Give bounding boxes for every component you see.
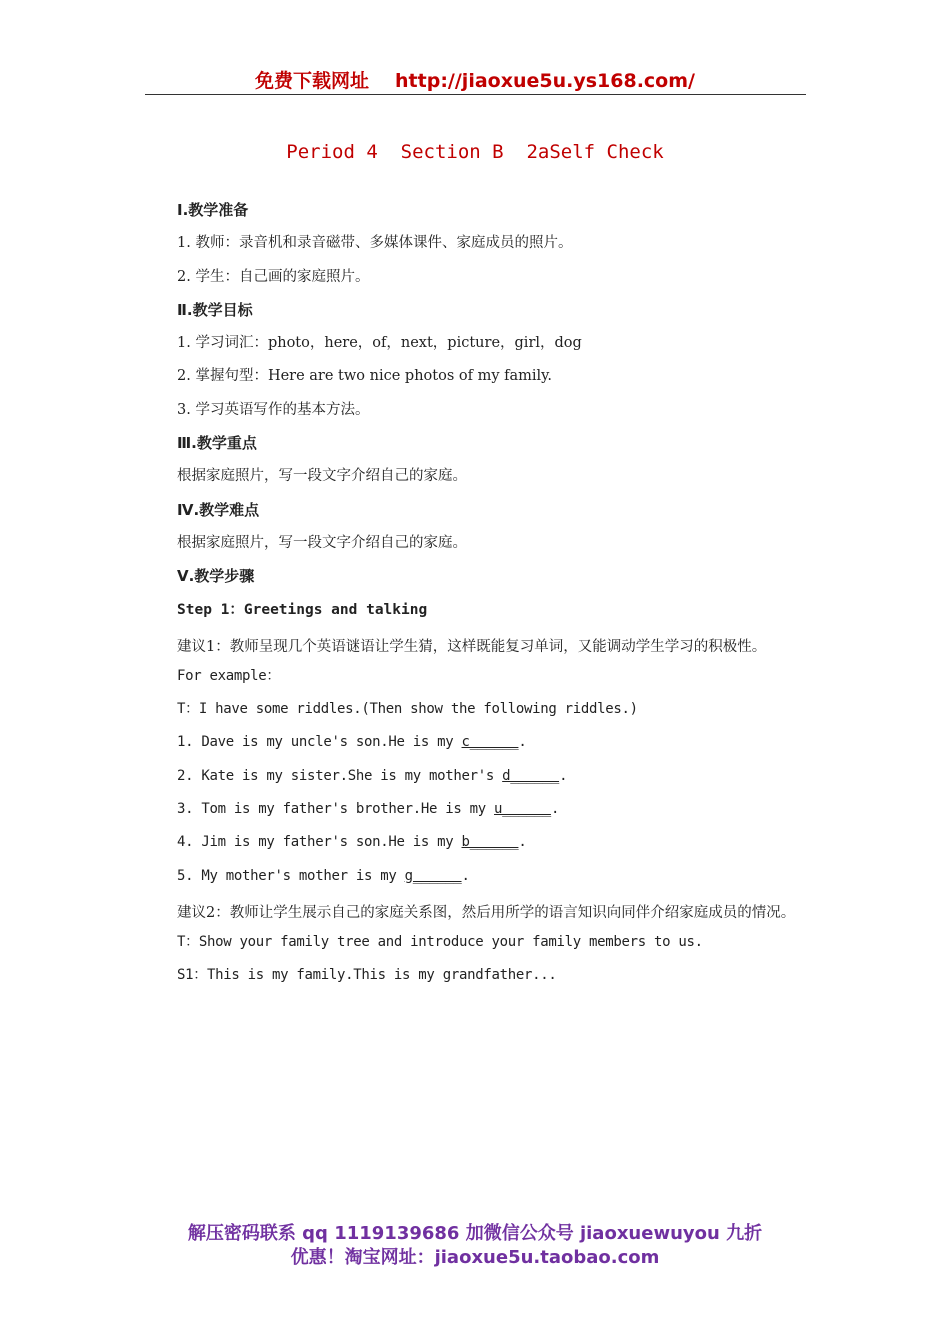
riddle-item: 2. Kate is my sister.She is my mother's d______. — [177, 767, 568, 784]
riddle-item: 1. Dave is my uncle's son.He is my c______. — [177, 734, 527, 751]
section-heading-steps: Ⅴ.教学步骤 — [177, 567, 255, 586]
difficult-text: 根据家庭照片，写一段文字介绍自己的家庭。 — [177, 534, 467, 551]
list-item: 3. 学习英语写作的基本方法。 — [177, 401, 370, 418]
document-body — [145, 196, 809, 995]
header-site-label: 免费下载网址 — [255, 70, 370, 92]
suggestion-1: 建议1：教师呈现几个英语谜语让学生猜，这样既能复习单词，又能调动学生学习的积极性。 — [177, 638, 767, 655]
answer-blank: d______ — [502, 767, 560, 784]
for-example-label: For example： — [177, 667, 281, 684]
list-item: 1. 学习词汇：photo，here，of，next，picture，girl，dog — [177, 335, 582, 352]
riddle-item: 4. Jim is my father's son.He is my b______. — [177, 834, 527, 851]
answer-blank: c______ — [461, 734, 519, 751]
page-header — [145, 66, 805, 94]
header-url-link[interactable]: http://jiaoxue5u.ys168.com/ — [395, 70, 695, 92]
teacher-line-2: T：Show your family tree and introduce your family members to us. — [177, 933, 703, 950]
footer-line-2: 优惠！淘宝网址：jiaoxue5u.taobao.com — [290, 1247, 660, 1268]
step-1-title: Step 1：Greetings and talking — [177, 601, 428, 618]
section-heading-goals: Ⅱ.教学目标 — [177, 300, 253, 319]
section-heading-key: Ⅲ.教学重点 — [177, 434, 257, 453]
list-item: 2. 学生：自己画的家庭照片。 — [177, 268, 370, 285]
riddle-item: 5. My mother's mother is my g______. — [177, 867, 470, 884]
answer-blank: g______ — [404, 867, 462, 884]
key-text: 根据家庭照片，写一段文字介绍自己的家庭。 — [177, 468, 467, 485]
student-line: S1：This is my family.This is my grandfather... — [177, 967, 557, 984]
header-divider — [145, 94, 806, 95]
teacher-line: T：I have some riddles.(Then show the following riddles.) — [177, 701, 638, 718]
answer-blank: b______ — [461, 834, 519, 851]
suggestion-2: 建议2：教师让学生展示自己的家庭关系图，然后用所学的语言知识向同伴介绍家庭成员的情况。 — [177, 904, 796, 921]
riddle-item: 3. Tom is my father's brother.He is my u______. — [177, 801, 560, 818]
answer-blank: u______ — [494, 801, 551, 818]
list-item: 2. 掌握句型：Here are two nice photos of my family. — [177, 368, 553, 385]
footer-line-1: 解压密码联系 qq 1119139686 加微信公众号 jiaoxuewuyou 九折 — [187, 1223, 763, 1244]
section-heading-difficult: Ⅳ.教学难点 — [177, 500, 260, 519]
list-item: 1. 教师：录音机和录音磁带、多媒体课件、家庭成员的照片。 — [177, 235, 573, 252]
page-title: Period 4 Section B 2aSelf Check — [286, 141, 664, 163]
section-heading-prep: Ⅰ.教学准备 — [177, 201, 249, 219]
